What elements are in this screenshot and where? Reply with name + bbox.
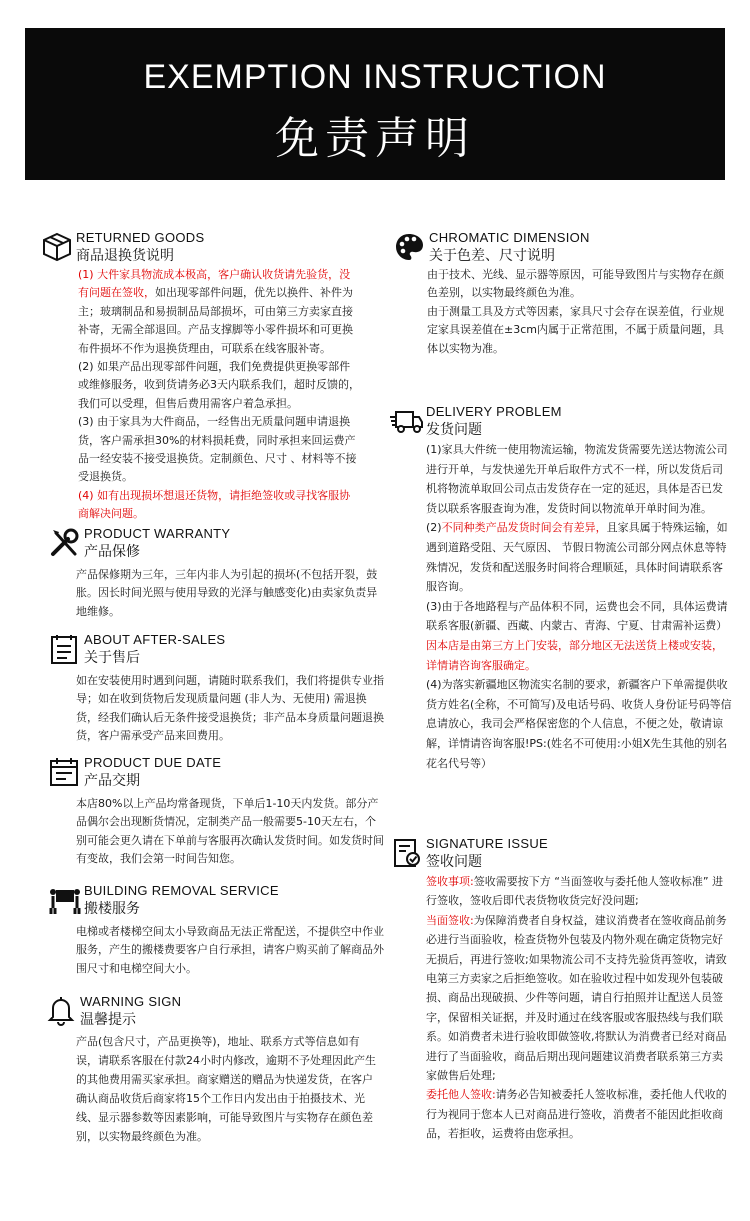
warning-heading-en: WARNING SIGN xyxy=(80,994,182,1009)
truck-icon xyxy=(390,405,424,437)
warranty-heading-zh: 产品保修 xyxy=(84,544,140,560)
signature-heading-zh: 签收问题 xyxy=(426,854,482,870)
returned-goods-item-4: (4) 如有出现损坏想退还货物，请拒绝签收或寻找客服协商解决问题。 xyxy=(78,488,351,521)
section-product-warranty xyxy=(48,526,388,621)
signature-item-2: 当面签收:为保障消费者自身权益，建议消费者在签收商品前务必进行当面验收，检查货物外包装及内物外观在确定货物完好无损后，再进行签收;如果物流公司不支持先验货再签收，请致电第三方卖家之后拒绝签收。如在验收过程中如发现外包装破损、商品出现破损、少件等问题，请自行拍照并让配送人员签字，保留相关证据，并及时通过在线客服或客服热线与我们联系。如消费者未进行验收即做签收,将默认为消费者已经对商品进行了当面验收，商品后期出现问题建议消费者联系第三方卖家做售后处理; xyxy=(426,913,727,1083)
palette-icon xyxy=(393,231,427,263)
section-returned-goods xyxy=(40,230,360,524)
section-building-removal xyxy=(48,883,388,978)
warning-text: 产品(包含尺寸，产品更换等)，地址、联系方式等信息如有误，请联系客服在付款24小时内修改，逾期不予处理因此产生的其他费用需买家承担。商家赠送的赠品为快递发货，在客户确认商品收货后商家将15个工作日内发出由于拍摄技术、光线、显示器参数等因素影响，可能导致图片与实物存在颜色差别，以实物最终颜色为准。 xyxy=(76,1035,376,1143)
signature-item-1: 签收事项:签收需要按下方 “当面签收与委托他人签收标准” 进行签收，签收后即代表货物收货完好没问题; xyxy=(426,875,724,908)
delivery-item-4: (4)为落实新疆地区物流实名制的要求，新疆客户下单需提供收货方姓名(全称，不可简写)及电话号码、收货人身份证号码等信息请放心，我司会严格保密您的个人信息，不便之处，敬请谅解，详情请咨询客服!PS:(姓名不可使用:小姐X先生其他的别名花名代号等） xyxy=(426,678,732,770)
delivery-item-3: (3)由于各地路程与产品体积不同，运费也会不同，具体运费请联系客服(新疆、西藏、内蒙古、青海、宁夏、甘肃需补运费）因本店是由第三方上门安装，部分地区无法送货上楼或安装，详情请咨询客服确定。 xyxy=(426,599,728,672)
delivery-item-1: (1)家具大件统一使用物流运输，物流发货需要先送达物流公司进行开单，与发快递先开单后取件方式不一样，所以发货后司机将物流单取回公司点击发货存在一定的延迟，具体是否已发货以联系客服查询为准，发货时间以物流单开单时间为准。 xyxy=(426,443,728,515)
after-sales-heading-en: ABOUT AFTER-SALES xyxy=(84,632,226,647)
returned-goods-item-1: (1) 大件家具物流成本极高，客户确认收货请先验货，没有问题在签收，如出现零部件问题，优先以换件、补件为主；玻璃制品和易损制品局部损坏，可由第三方卖家直接补寄，无需全部退回。产品支撑脚等小零件损坏和可更换布件损坏不作为退换货理由，可联系在线客服补寄。 xyxy=(78,268,353,355)
building-removal-text: 电梯或者楼梯空间太小导致商品无法正常配送，不提供空中作业服务，产生的搬楼费要客户自行承担，请客户购买前了解商品外围尺寸和电梯空间大小。 xyxy=(76,925,384,975)
section-after-sales xyxy=(48,632,384,746)
signature-item-3: 委托他人签收:请务必告知被委托人签收标准，委托他人代收的行为视同于您本人已对商品进行签收，消费者不能因此拒收商品，若拒收，运费将由您承担。 xyxy=(426,1088,727,1141)
header-banner xyxy=(25,28,725,180)
warning-heading-zh: 温馨提示 xyxy=(80,1012,136,1028)
section-product-due-date xyxy=(48,755,384,869)
section-chromatic xyxy=(393,230,733,358)
due-date-heading-en: PRODUCT DUE DATE xyxy=(84,755,222,770)
movers-icon xyxy=(48,884,82,916)
title-en: EXEMPTION INSTRUCTION xyxy=(143,58,607,96)
chromatic-heading-zh: 关于色差、尺寸说明 xyxy=(429,248,555,264)
section-delivery xyxy=(390,404,732,773)
warranty-text: 产品保修期为三年，三年内非人为引起的损坏(不包括开裂，鼓胀。因长时间光照与使用导致的光泽与触感变化)由卖家负责异地维修。 xyxy=(76,568,378,618)
due-date-heading-zh: 产品交期 xyxy=(84,773,140,789)
signed-document-icon xyxy=(390,837,424,869)
returned-goods-item-3: (3) 由于家具为大件商品，一经售出无质量问题申请退换货，客户需承担30%的材料损耗费，同时承担来回运费产品一经安装不接受退换货。定制颜色、尺寸 、材料等不接受退换货。 xyxy=(78,415,357,484)
calendar-icon xyxy=(48,756,82,788)
section-signature xyxy=(390,836,730,1144)
document-list-icon xyxy=(48,633,82,665)
title-zh: 免责声明 xyxy=(275,113,475,164)
returned-goods-heading-en: RETURNED GOODS xyxy=(76,230,205,245)
returned-goods-heading-zh: 商品退换货说明 xyxy=(76,248,174,264)
building-removal-heading-zh: 搬楼服务 xyxy=(84,901,140,917)
box-icon xyxy=(40,231,74,263)
chromatic-text-1: 由于技术、光线、显示器等原因，可能导致图片与实物存在颜色差别，以实物最终颜色为准。 xyxy=(427,268,724,300)
returned-goods-item-2: (2) 如果产品出现零部件问题，我们免费提供更换零部件或维修服务，收到货请务必3天内联系我们，超时反馈的，我们可以受理，但售后费用需客户着急承担。 xyxy=(78,360,360,410)
chromatic-text-2: 由于测量工具及方式等因素，家具尺寸会存在误差值，行业规定家具误差值在±3cm内属于正常范围，不属于质量问题，具体以实物为准。 xyxy=(427,304,724,355)
section-warning-sign xyxy=(44,994,376,1146)
due-date-text: 本店80%以上产品均常备现货，下单后1-10天内发货。部分产品偶尔会出现断货情况，定制类产品一般需要5-10天左右，个别可能会更久请在下单前与客服再次确认发货时间。如发货时间有变故，我们会第一时间告知您。 xyxy=(76,797,384,866)
delivery-item-2: (2)不同种类产品发货时间会有差异，且家具属于特殊运输，如遇到道路受阻、天气原因、 节假日物流公司部分网点休息等特殊情况，发货和配送服务时间将合理顺延，具体时间请联系客服咨询。 xyxy=(426,521,728,594)
after-sales-heading-zh: 关于售后 xyxy=(84,650,140,666)
chromatic-heading-en: CHROMATIC DIMENSION xyxy=(429,230,590,245)
signature-heading-en: SIGNATURE ISSUE xyxy=(426,836,549,851)
bell-icon xyxy=(44,995,78,1027)
building-removal-heading-en: BUILDING REMOVAL SERVICE xyxy=(84,883,279,898)
delivery-heading-zh: 发货问题 xyxy=(426,422,482,438)
tools-icon xyxy=(48,527,82,559)
after-sales-text: 如在安装使用时遇到问题，请随时联系我们，我们将提供专业指导；如在收到货物后发现质量问题 (非人为、无使用) 需退换货，经我们确认后无条件接受退换货；非产品本身质量问题退换货，客户需承受产品来回费用。 xyxy=(76,674,384,743)
delivery-heading-en: DELIVERY PROBLEM xyxy=(426,404,562,419)
warranty-heading-en: PRODUCT WARRANTY xyxy=(84,526,231,541)
